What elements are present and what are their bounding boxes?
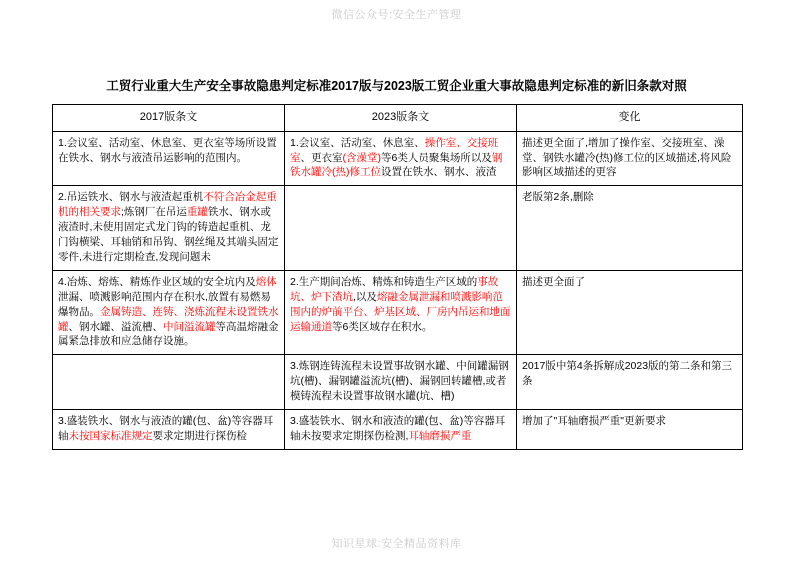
cell-old-clause: 4.冶炼、熔炼、精炼作业区域的安全坑内及熔体泄漏、喷溅影响范围内存在积水,放置有易燃易爆物品。金属铸造、连铸、浇炼流程未设置铁水罐、钢水罐、溢流槽、中间溢流罐等高温熔融金属紧急排放和应急储存设施。: [53, 270, 285, 355]
table-row: [53, 270, 743, 355]
column-header-new: 2023版条文: [285, 105, 517, 132]
table-header-row: [53, 105, 743, 132]
table-row: [53, 355, 743, 410]
column-header-old: 2017版条文: [53, 105, 285, 132]
cell-change-note: 增加了"耳轴磨损严重"更新要求: [517, 410, 743, 450]
comparison-table: [52, 104, 743, 450]
cell-change-note: 2017版中第4条拆解成2023版的第二条和第三条: [517, 355, 743, 410]
cell-old-clause: [53, 355, 285, 410]
cell-new-clause: 1.会议室、活动室、休息室、操作室、交接班室、更衣室(含澡堂)等6类人员聚集场所以及钢铁水罐冷(热)修工位设置在铁水、钢水、液渣: [285, 131, 517, 186]
table-body: [53, 131, 743, 449]
watermark-bottom: 知识星球:安全精品资料库: [331, 538, 462, 550]
cell-change-note: 老版第2条,删除: [517, 186, 743, 271]
cell-old-clause: 3.盛装铁水、钢水与液渣的罐(包、盆)等容器耳轴未按国家标准规定要求定期进行探伤检: [53, 410, 285, 450]
cell-new-clause: 2.生产期间冶炼、精炼和铸造生产区域的事故坑、炉下渣坑,以及熔融金属泄漏和喷溅影响范围内的炉前平台、炉基区域、厂房内吊运和地面运输通道等6类区域存在积水。: [285, 270, 517, 355]
column-header-change: 变化: [517, 105, 743, 132]
table-row: [53, 186, 743, 271]
cell-new-clause: 3.炼钢连铸流程未设置事故钢水罐、中间罐漏钢坑(槽)、漏钢罐溢流坑(槽)、漏钢回转罐槽,或者模铸流程未设置事故钢水罐(坑、槽): [285, 355, 517, 410]
cell-new-clause: [285, 186, 517, 271]
watermark-top: 微信公众号:安全生产管理: [331, 9, 462, 21]
cell-change-note: 描述更全面了: [517, 270, 743, 355]
page-title: 工贸行业重大生产安全事故隐患判定标准2017版与2023版工贸企业重大事故隐患判定标准的新旧条款对照: [106, 79, 687, 93]
table-row: [53, 131, 743, 186]
cell-new-clause: 3.盛装铁水、钢水和液渣的罐(包、盆)等容器耳轴未按要求定期探伤检测,耳轴磨损严重: [285, 410, 517, 450]
cell-change-note: 描述更全面了,增加了操作室、交接班室、澡堂、钢铁水罐冷(热)修工位的区域描述,将风险影响区域描述的更容: [517, 131, 743, 186]
cell-old-clause: 1.会议室、活动室、休息室、更衣室等场所设置在铁水、钢水与液渣吊运影响的范围内。: [53, 131, 285, 186]
table-row: [53, 410, 743, 450]
cell-old-clause: 2.吊运铁水、钢水与液渣起重机不符合冶金起重机的相关要求;炼钢厂在吊运重罐铁水、钢水或液渣时,未使用固定式龙门钩的铸造起重机、龙门钩横梁、耳轴销和吊钩、钢丝绳及其端头固定零件,未进行定期检查,发现问题未: [53, 186, 285, 271]
